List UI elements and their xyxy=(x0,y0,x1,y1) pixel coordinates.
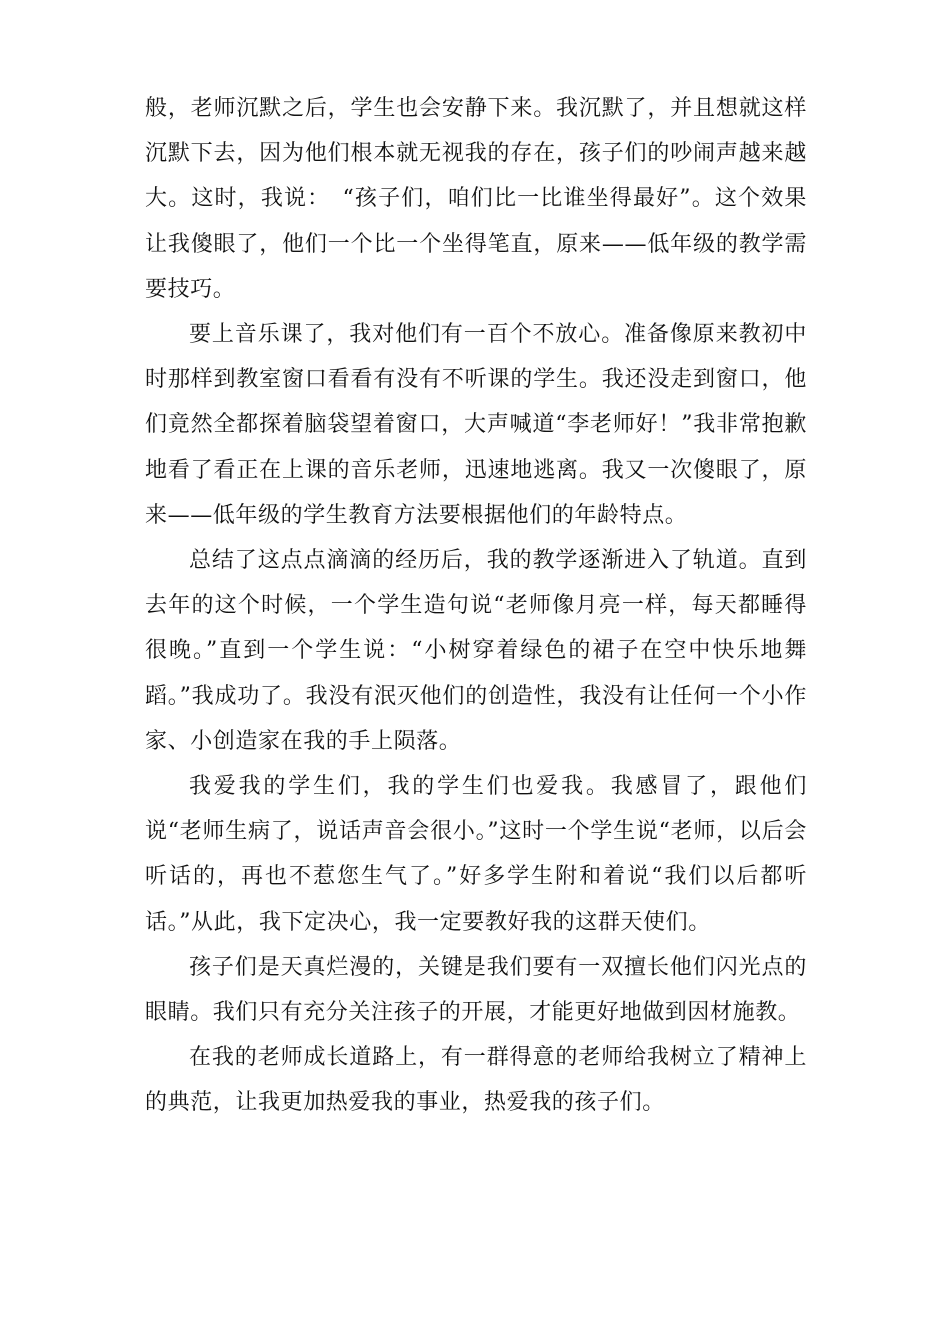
document-body xyxy=(145,86,807,1126)
paragraph-continued: 般，老师沉默之后，学生也会安静下来。我沉默了，并且想就这样沉默下去，因为他们根本就无视我的存在，孩子们的吵闹声越来越大。这时，我说： “孩子们，咱们比一比谁坐得最好”。这个效果让我傻眼了，他们一个比一个坐得笔直，原来——低年级的教学需要技巧。 xyxy=(145,96,807,302)
paragraph-conclusion: 在我的老师成长道路上，有一群得意的老师给我树立了精神上的典范，让我更加热爱我的事业，热爱我的孩子们。 xyxy=(145,1045,807,1116)
paragraph-experience-summary: 总结了这点点滴滴的经历后，我的教学逐渐进入了轨道。直到去年的这个时候，一个学生造句说“老师像月亮一样，每天都睡得很晚。”直到一个学生说：“小树穿着绿色的裙子在空中快乐地舞蹈。”我成功了。我没有泯灭他们的创造性，我没有让任何一个小作家、小创造家在我的手上陨落。 xyxy=(145,548,807,754)
paragraph-love-students: 我爱我的学生们，我的学生们也爱我。我感冒了，跟他们说“老师生病了，说话声音会很小。”这时一个学生说“老师，以后会听话的，再也不惹您生气了。”好多学生附和着说“我们以后都听话。”从此，我下定决心，我一定要教好我的这群天使们。 xyxy=(145,774,807,935)
paragraph-children-innocent: 孩子们是天真烂漫的，关键是我们要有一双擅长他们闪光点的眼睛。我们只有充分关注孩子的开展，才能更好地做到因材施教。 xyxy=(145,954,807,1026)
paragraph-music-class: 要上音乐课了，我对他们有一百个不放心。准备像原来教初中时那样到教室窗口看看有没有不听课的学生。我还没走到窗口，他们竟然全都探着脑袋望着窗口，大声喊道“李老师好！”我非常抱歉地看了看正在上课的音乐老师，迅速地逃离。我又一次傻眼了，原来——低年级的学生教育方法要根据他们的年龄特点。 xyxy=(145,322,807,528)
